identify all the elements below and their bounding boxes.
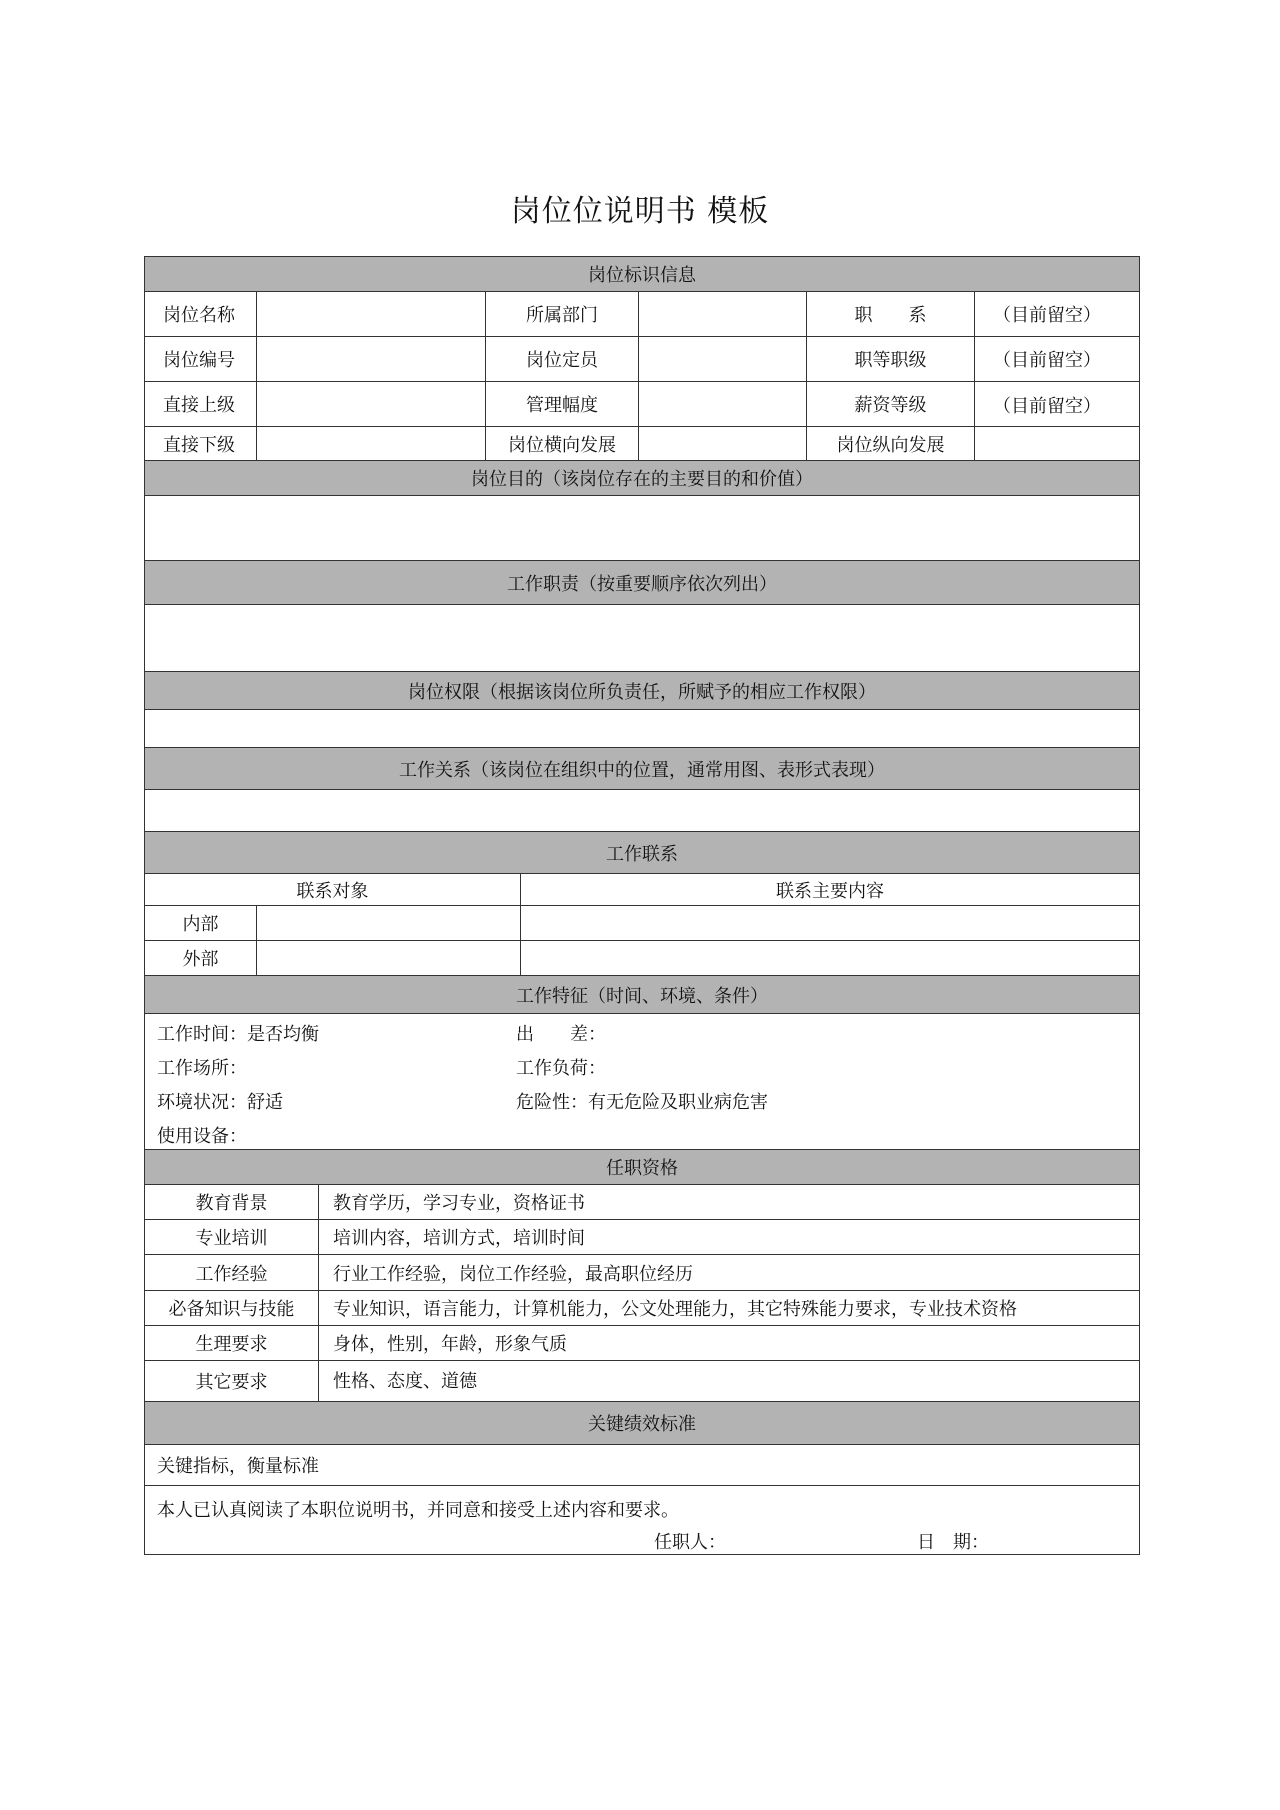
field-vertical-development[interactable] [975, 427, 1139, 460]
section-features: 工作特征（时间、环境、条件） [145, 976, 1139, 1014]
field-duties[interactable] [145, 605, 1139, 672]
value-other[interactable]: 性格、态度、道德 [333, 1371, 477, 1392]
value-education[interactable]: 教育学历，学习专业，资格证书 [333, 1193, 585, 1214]
contacts-row-external [145, 941, 1139, 976]
field-department[interactable] [639, 292, 807, 336]
label-headcount: 岗位定员 [486, 337, 639, 381]
value-physical[interactable]: 身体，性别，年龄，形象气质 [333, 1334, 567, 1355]
acknowledgement-block [145, 1486, 1139, 1554]
label-job-grade: 职等职级 [807, 337, 975, 381]
label-subordinates: 直接下级 [145, 427, 257, 460]
label-position-code: 岗位编号 [145, 337, 257, 381]
kpi-row [145, 1445, 1139, 1486]
value-skills[interactable]: 专业知识，语言能力，计算机能力，公文处理能力，其它特殊能力要求，专业技术资格 [333, 1299, 1017, 1320]
value-training[interactable]: 培训内容，培训方式，培训时间 [333, 1228, 585, 1249]
field-position-name[interactable] [257, 292, 486, 336]
section-contacts: 工作联系 [145, 832, 1139, 874]
section-authority: 岗位权限（根据该岗位所负责任，所赋予的相应工作权限） [145, 672, 1139, 710]
field-position-code[interactable] [257, 337, 486, 381]
field-headcount[interactable] [639, 337, 807, 381]
section-qualifications: 任职资格 [145, 1150, 1139, 1185]
field-job-grade[interactable]: （目前留空） [993, 350, 1101, 371]
qualification-row [145, 1291, 1139, 1326]
field-purpose[interactable] [145, 496, 1139, 561]
contacts-row-internal [145, 906, 1139, 941]
section-relations: 工作关系（该岗位在组织中的位置，通常用图、表形式表现） [145, 748, 1139, 790]
section-duties: 工作职责（按重要顺序依次列出） [145, 561, 1139, 605]
col-contact-object: 联系对象 [145, 874, 521, 905]
section-purpose: 岗位目的（该岗位存在的主要目的和价值） [145, 461, 1139, 496]
label-span-of-control: 管理幅度 [486, 382, 639, 426]
field-supervisor[interactable] [257, 382, 486, 426]
kpi-text[interactable]: 关键指标，衡量标准 [157, 1456, 319, 1477]
job-description-form [144, 256, 1140, 1555]
field-subordinates[interactable] [257, 427, 486, 460]
section-identification: 岗位标识信息 [145, 257, 1139, 292]
field-relations[interactable] [145, 790, 1139, 832]
field-external-object[interactable] [257, 941, 521, 975]
field-salary-grade[interactable]: （目前留空） [993, 396, 1101, 417]
qualification-row [145, 1326, 1139, 1361]
id-row [145, 382, 1139, 427]
qualification-row [145, 1220, 1139, 1255]
label-external: 外部 [145, 941, 257, 975]
value-experience[interactable]: 行业工作经验，岗位工作经验，最高职位经历 [333, 1263, 693, 1285]
feature-travel: 出 差： [516, 1024, 606, 1045]
label-other: 其它要求 [145, 1361, 319, 1401]
feature-hazard: 危险性：有无危险及职业病危害 [516, 1092, 768, 1113]
feature-workload: 工作负荷： [516, 1058, 606, 1079]
field-span-of-control[interactable] [639, 382, 807, 426]
contacts-header-row [145, 874, 1139, 906]
label-sign-date[interactable]: 日 期： [917, 1532, 989, 1553]
field-external-content[interactable] [521, 941, 1139, 975]
label-vertical-development: 岗位纵向发展 [807, 427, 975, 460]
label-holder-signature[interactable]: 任职人： [654, 1532, 726, 1553]
feature-work-time: 工作时间：是否均衡 [157, 1024, 319, 1045]
page-title: 岗位位说明书 模板 [510, 194, 770, 229]
field-job-family[interactable]: （目前留空） [993, 305, 1101, 326]
qualification-row [145, 1255, 1139, 1291]
label-skills: 必备知识与技能 [145, 1291, 319, 1325]
feature-workplace: 工作场所： [157, 1058, 247, 1079]
acknowledgement-text: 本人已认真阅读了本职位说明书，并同意和接受上述内容和要求。 [157, 1500, 679, 1521]
field-internal-content[interactable] [521, 906, 1139, 940]
label-physical: 生理要求 [145, 1326, 319, 1360]
id-row [145, 292, 1139, 337]
id-row [145, 427, 1139, 461]
label-supervisor: 直接上级 [145, 382, 257, 426]
qualification-row [145, 1361, 1139, 1402]
label-position-name: 岗位名称 [145, 292, 257, 336]
feature-equipment: 使用设备： [157, 1126, 247, 1147]
section-kpi: 关键绩效标准 [145, 1402, 1139, 1445]
field-lateral-development[interactable] [639, 427, 807, 460]
label-experience: 工作经验 [145, 1255, 319, 1290]
label-lateral-development: 岗位横向发展 [486, 427, 639, 460]
qualification-row [145, 1185, 1139, 1220]
label-education: 教育背景 [145, 1185, 319, 1219]
label-job-family: 职 系 [807, 292, 975, 336]
field-internal-object[interactable] [257, 906, 521, 940]
label-department: 所属部门 [486, 292, 639, 336]
col-contact-content: 联系主要内容 [776, 880, 884, 902]
field-authority[interactable] [145, 710, 1139, 748]
label-internal: 内部 [145, 906, 257, 940]
id-row [145, 337, 1139, 382]
label-salary-grade: 薪资等级 [807, 382, 975, 426]
features-block [145, 1014, 1139, 1150]
label-training: 专业培训 [145, 1220, 319, 1254]
feature-environment: 环境状况：舒适 [157, 1092, 283, 1113]
